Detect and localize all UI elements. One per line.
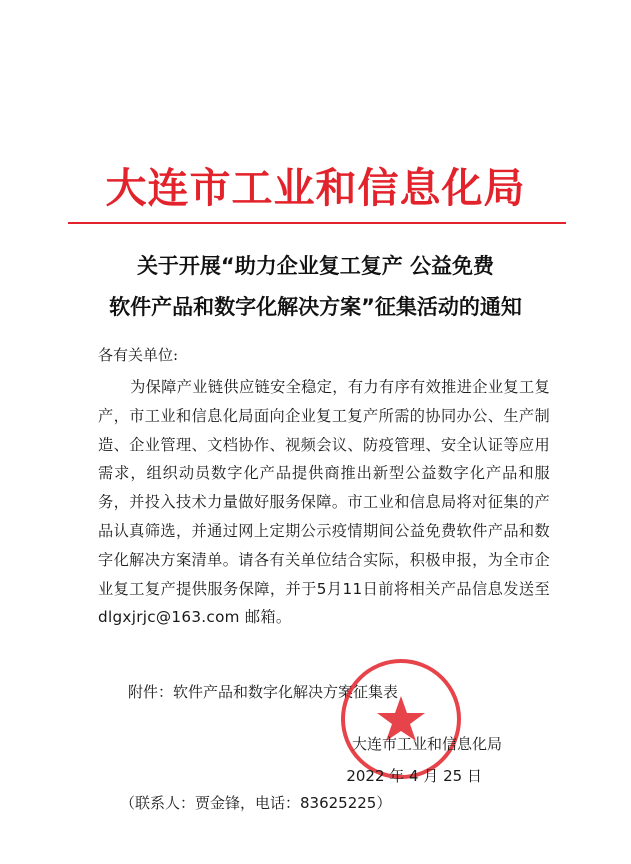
attachment-note: 附件：软件产品和数字化解决方案征集表 bbox=[128, 683, 399, 701]
document-title-line-2: 软件产品和数字化解决方案”征集活动的通知 bbox=[109, 295, 522, 319]
salutation: 各有关单位: bbox=[98, 346, 179, 364]
document-title-line-1: 关于开展“助力企业复工复产 公益免费 bbox=[136, 254, 495, 278]
body-paragraph bbox=[98, 373, 550, 632]
letterhead-divider bbox=[68, 222, 566, 224]
contact-info: （联系人：贾金锋，电话：83625225） bbox=[120, 794, 392, 812]
signature-issuer: 大连市工业和信息化局 bbox=[351, 735, 502, 753]
issue-date: 2022 年 4 月 25 日 bbox=[346, 767, 482, 785]
issuer-letterhead: 大连市工业和信息化局 bbox=[105, 164, 526, 212]
body-paragraph-text: 为保障产业链供应链安全稳定，有力有序有效推进企业复工复产，市工业和信息化局面向企业复工复产所需的协同办公、生产制造、企业管理、文档协作、视频会议、防疫管理、安全认证等应用需求，组织动员数字化产品提供商推出新型公益数字化产品和服务，并投入技术力量做好服务保障。市工业和信息局将对征集的产品认真筛选，并通过网上定期公示疫情期间公益免费软件产品和数字化解决方案清单。请各有关单位结合实际，积极申报，为全市企业复工复产提供服务保障，并于5月11日前将相关产品信息发送至dlgxjrjc@163.com 邮箱。 bbox=[98, 378, 550, 627]
